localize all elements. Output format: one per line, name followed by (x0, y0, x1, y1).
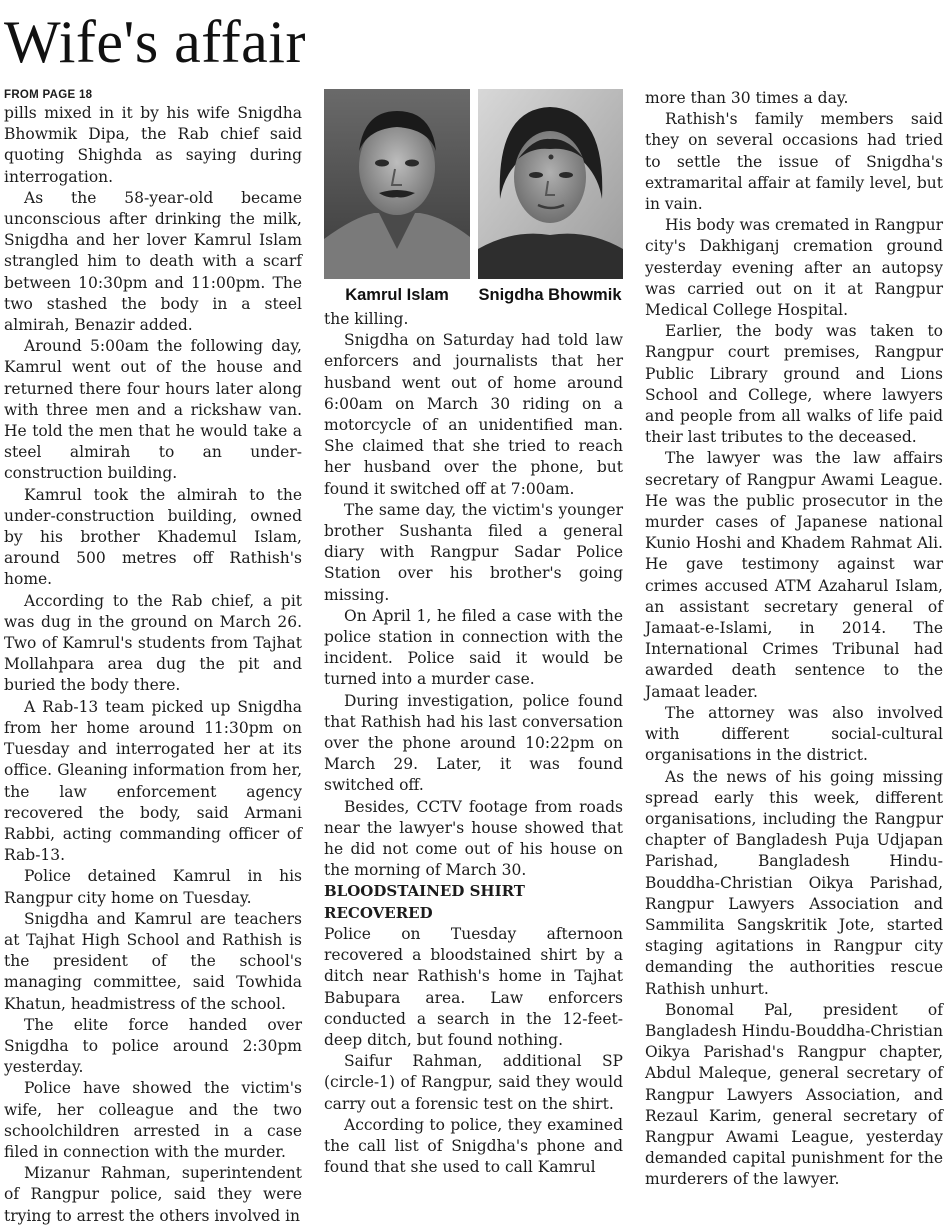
paragraph: The same day, the victim's younger brother Sushanta filed a general diary with Rangpur Sadar Police Station over his brother's going missing. (324, 500, 623, 604)
paragraph: His body was cremated in Rangpur city's Dakhiganj cremation ground yesterday evening after an autopsy was carried out on it at Rangpur Medical College Hospital. (645, 216, 943, 320)
paragraph: Earlier, the body was taken to Rangpur court premises, Rangpur Public Library ground and Lions School and College, where lawyers and people from all walks of life paid their last tributes to the deceased. (645, 322, 943, 447)
paragraph: Besides, CCTV footage from roads near the lawyer's house showed that he did not come out of his house on the morning of March 30. (324, 797, 623, 880)
paragraph: Bonomal Pal, president of Bangladesh Hindu-Bouddha-Christian Oikya Parishad's Rangpur chapter, Abdul Maleque, general secretary of Rangpur Lawyers Association, and Rezaul Karim, general secretary of Rangpur Awami League, yesterday demanded capital punishment for the murderers of the lawyer. (645, 1000, 943, 1189)
photo-kamrul-islam (324, 89, 470, 279)
paragraph: During investigation, police found that Rathish had his last conversation over the phone around 10:22pm on March 29. Later, it was found switched off. (324, 691, 623, 795)
subheading-line: RECOVERED (324, 903, 433, 922)
paragraph: The attorney was also involved with different social-cultural organisations in the district. (645, 703, 943, 765)
paragraph: the killing. (324, 310, 409, 328)
jump-line: FROM PAGE 18 (4, 89, 93, 101)
article-column-3 (645, 88, 943, 1189)
subheading-line: BLOODSTAINED SHIRT (324, 882, 525, 901)
paragraph: Snigdha on Saturday had told law enforcers and journalists that her husband went out of home around 6:00am on March 30 riding on a motorcycle of an unidentified man. She claimed that she tried to reach her husband over the phone, but found it switched off at 7:00am. (324, 331, 623, 498)
article-column-2 (324, 309, 623, 1177)
paragraph: Police have showed the victim's wife, her colleague and the two schoolchildren arrested in a case filed in connection with the murder. (4, 1079, 302, 1161)
portrait-woman-image (478, 89, 623, 279)
paragraph: Snigdha and Kamrul are teachers at Tajhat High School and Rathish is the president of the school's managing committee, said Towhida Khatun, headmistress of the school. (4, 909, 302, 1013)
paragraph: As the news of his going missing spread early this week, different organisations, including the Rangpur chapter of Bangladesh Puja Udjapan Parishad, Bangladesh Hindu-Bouddha-Christian Oikya Parishad, Rangpur Lawyers Association and Sammilita Sangskritik Jote, started staging agitations in Rangpur city demanding the authorities rescue Rathish unhurt. (645, 767, 943, 998)
paragraph: The elite force handed over Snigdha to police around 2:30pm yesterday. (4, 1015, 302, 1077)
paragraph: more than 30 times a day. (645, 89, 849, 107)
photo-caption: Snigdha Bhowmik (478, 286, 622, 304)
portrait-man-image (324, 89, 470, 279)
paragraph: According to police, they examined the call list of Snigdha's phone and found that she used to call Kamrul (324, 1115, 623, 1177)
article-column-1 (4, 88, 302, 1225)
headline: Wife's affair (4, 9, 306, 75)
paragraph: The lawyer was the law affairs secretary of Rangpur Awami League. He was the public prosecutor in the murder cases of Japanese national Kunio Hoshi and Khadem Rahmat Ali. He gave testimony against war crimes accused ATM Azaharul Islam, an assistant secretary general of Jamaat-e-Islami, in 2014. The International Crimes Tribunal had awarded death sentence to the Jamaat leader. (645, 449, 943, 701)
paragraph: Around 5:00am the following day, Kamrul went out of the house and returned there four hours later along with three men and a rickshaw van. He told the men that he would take a steel almirah to an under-construction building. (4, 337, 302, 483)
paragraph: Saifur Rahman, additional SP (circle-1) of Rangpur, said they would carry out a forensic test on the shirt. (324, 1052, 623, 1113)
paragraph: As the 58-year-old became unconscious after drinking the milk, Snigdha and her lover Kamrul Islam strangled him to death with a scarf between 10:30pm and 11:00pm. The two stashed the body in a steel almirah, Benazir added. (4, 188, 302, 335)
subheading (324, 881, 623, 923)
photo-caption: Kamrul Islam (345, 286, 449, 304)
paragraph: Kamrul took the almirah to the under-construction building, owned by his brother Khademul Islam, around 500 metres off Rathish's home. (4, 485, 302, 589)
paragraph: On April 1, he filed a case with the police station in connection with the incident. Police said it would be turned into a murder case. (324, 606, 623, 689)
paragraph: Police on Tuesday afternoon recovered a bloodstained shirt by a ditch near Rathish's home in Tajhat Babupara area. Law enforcers conducted a search in the 12-feet-deep ditch, but found nothing. (324, 924, 623, 1049)
paragraph: According to the Rab chief, a pit was dug in the ground on March 26. Two of Kamrul's students from Tajhat Mollahpara area dug the pit and buried the body there. (4, 591, 302, 695)
paragraph: Mizanur Rahman, superintendent of Rangpur police, said they were trying to arrest the others involved in (4, 1164, 302, 1225)
paragraph: Rathish's family members said they on several occasions had tried to settle the issue of Snigdha's extramarital affair at family level, but in vain. (645, 110, 943, 214)
photo-snigdha-bhowmik (478, 89, 623, 279)
paragraph: pills mixed in it by his wife Snigdha Bhowmik Dipa, the Rab chief said quoting Shighda as saying during interrogation. (4, 104, 302, 186)
paragraph: Police detained Kamrul in his Rangpur city home on Tuesday. (4, 867, 302, 907)
paragraph: A Rab-13 team picked up Snigdha from her home around 11:30pm on Tuesday and interrogated her at its office. Gleaning information from her, the law enforcement agency recovered the body, said Armani Rabbi, acting commanding officer of Rab-13. (4, 697, 302, 865)
